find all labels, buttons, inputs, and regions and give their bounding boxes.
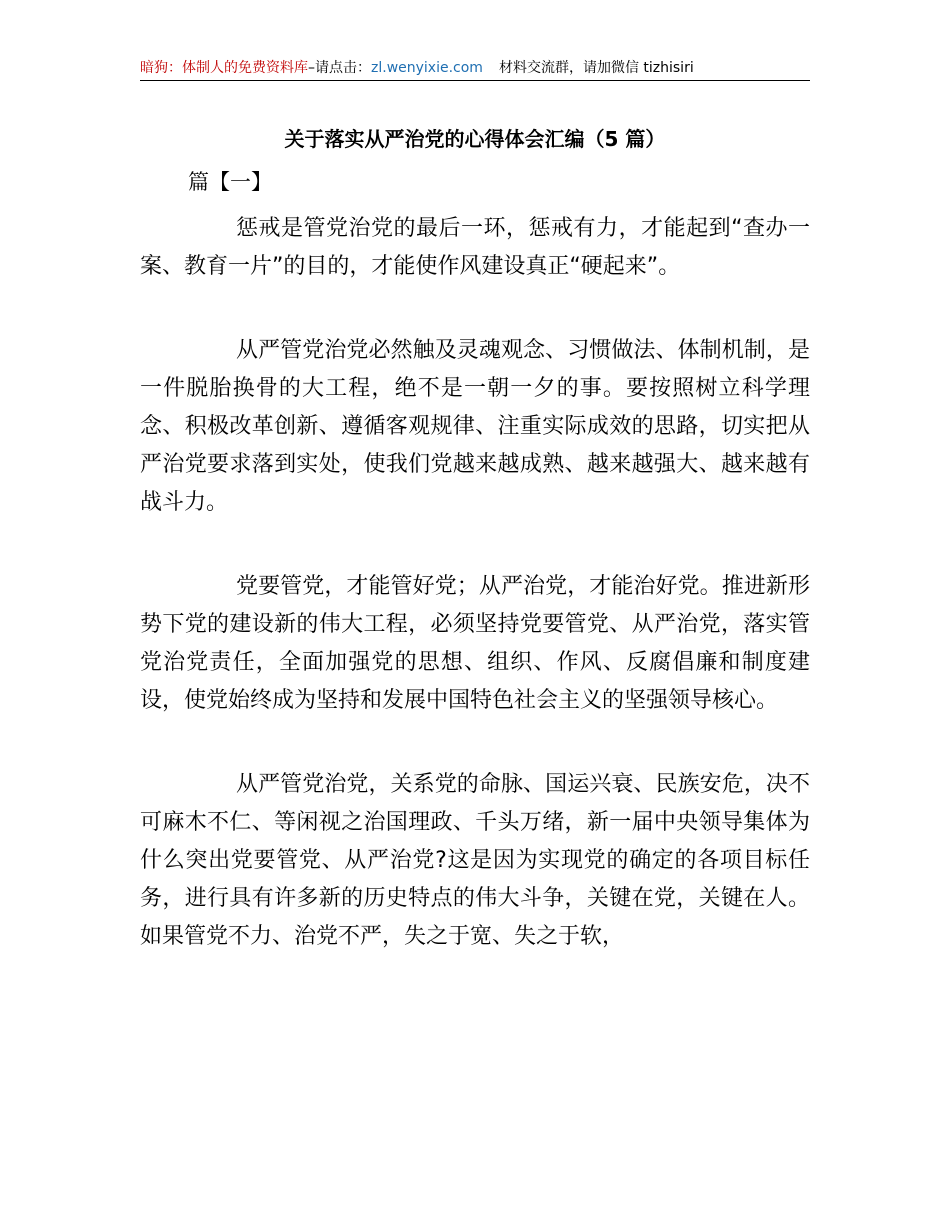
document-body (140, 210, 810, 1002)
header-url-link[interactable]: zl.wenyixie.com (371, 60, 483, 76)
header-divider (140, 80, 810, 81)
document-title: 关于落实从严治党的心得体会汇编（5 篇） (284, 127, 666, 151)
paragraph: 党要管党，才能管好党；从严治党，才能治好党。推进新形势下党的建设新的伟大工程，必须坚持党要管党、从严治党，落实管党治党责任，全面加强党的思想、组织、作风、反腐倡廉和制度建设，使党始终成为坚持和发展中国特色社会主义的坚强领导核心。 (140, 574, 810, 713)
paragraph: 从严管党治党，关系党的命脉、国运兴衰、民族安危，决不可麻木不仁、等闲视之治国理政、千头万绪，新一届中央领导集体为什么突出党要管党、从严治党?这是因为实现党的确定的各项目标任务，进行具有许多新的历史特点的伟大斗争，关键在党，关键在人。如果管党不力、治党不严，失之于宽、失之于软， (140, 772, 810, 949)
page-header (140, 58, 810, 82)
section-label: 篇【一】 (188, 170, 272, 194)
paragraph: 惩戒是管党治党的最后一环，惩戒有力，才能起到“查办一案、教育一片”的目的，才能使作风建设真正“硬起来”。 (140, 216, 810, 279)
header-group-note: 材料交流群，请加微信 tizhisiri (498, 60, 694, 76)
paragraph: 从严管党治党必然触及灵魂观念、习惯做法、体制机制，是一件脱胎换骨的大工程，绝不是一朝一夕的事。要按照树立科学理念、积极改革创新、遵循客观规律、注重实际成效的思路，切实把从严治党要求落到实处，使我们党越来越成熟、越来越强大、越来越有战斗力。 (140, 338, 810, 515)
header-click-prompt: –请点击： (308, 60, 371, 76)
header-site-name: 暗狗：体制人的免费资料库 (140, 60, 308, 76)
